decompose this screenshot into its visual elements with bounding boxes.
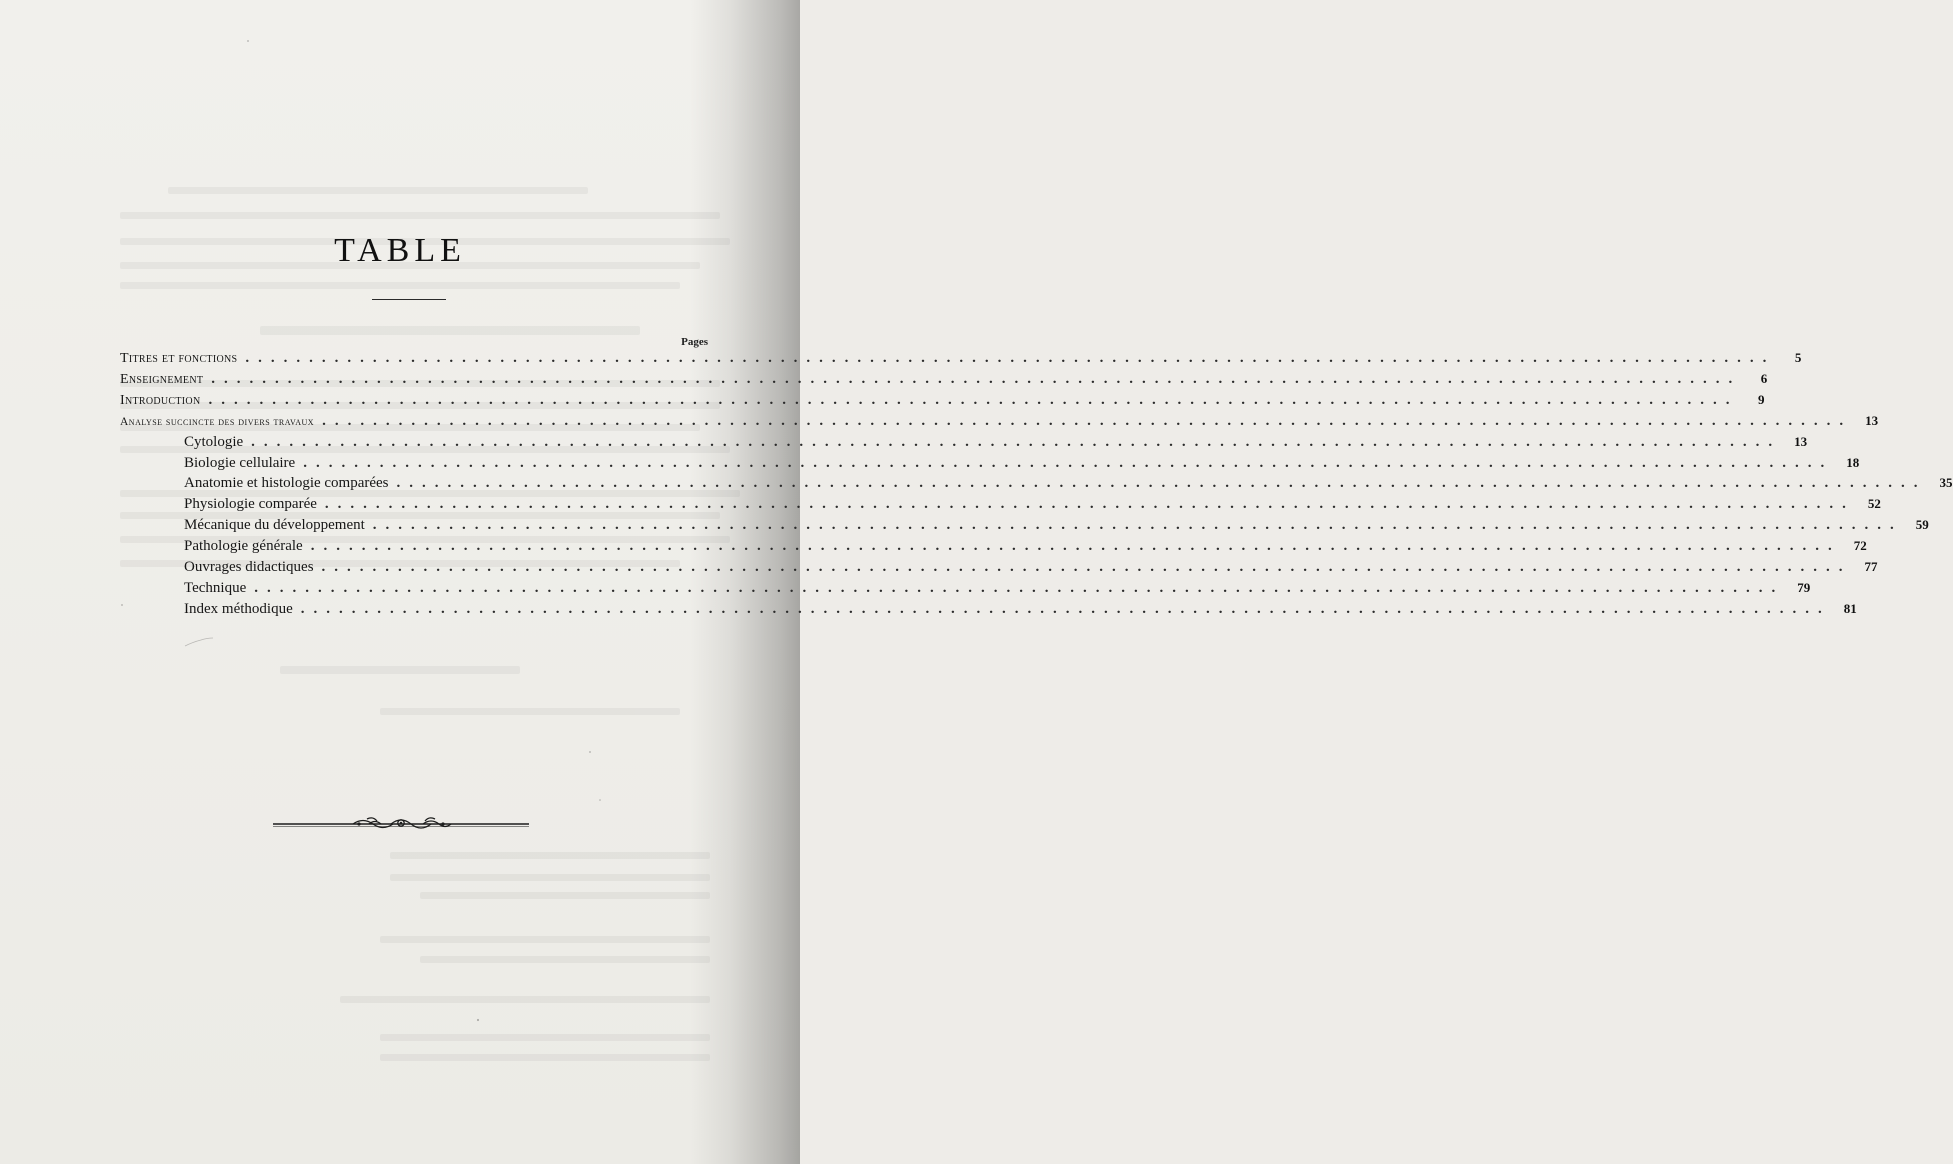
toc-entry — [184, 433, 1808, 454]
toc-entry-page: 77 — [1864, 559, 1878, 574]
dot-leader: ........................................................................................................................ — [300, 600, 1831, 617]
toc-entry — [184, 559, 1878, 579]
toc-entry-page: 13 — [1794, 433, 1808, 449]
toc-entry — [184, 475, 1953, 495]
toc-entry-label: Physiologie comparée — [184, 496, 317, 513]
toc-entry-page: 52 — [1867, 496, 1881, 512]
dot-leader: ........................................................................................................................ — [321, 559, 1852, 575]
dot-leader: ........................................................................................................................ — [251, 433, 1782, 450]
toc-entry-label: Titres et fonctions — [120, 351, 238, 366]
toc-entry-label: Pathologie générale — [184, 538, 303, 555]
toc-entry-label: Anatomie et histologie comparées — [184, 475, 389, 492]
toc-entry-page: 5 — [1794, 350, 1802, 365]
dot-leader: ........................................................................................................................ — [322, 412, 1853, 429]
toc-entry-label: Technique — [184, 579, 247, 596]
dot-leader: ........................................................................................................................ — [211, 370, 1742, 387]
dot-leader: ........................................................................................................................ — [208, 391, 1739, 408]
toc-entry-page: 81 — [1843, 600, 1857, 616]
toc-entry — [184, 454, 1860, 475]
toc-entry-page: 13 — [1865, 412, 1879, 428]
toc-entry-page: 59 — [1915, 517, 1929, 533]
dot-leader: ........................................................................................................................ — [372, 517, 1903, 534]
page-title: TABLE — [334, 232, 466, 269]
dot-leader: ........................................................................................................................ — [310, 538, 1841, 555]
toc-entry-label: Index méthodique — [184, 600, 293, 617]
toc-entry-page: 79 — [1797, 579, 1811, 595]
toc-entry — [120, 350, 1802, 370]
toc-entry — [184, 600, 1857, 621]
dot-leader: ........................................................................................................................ — [254, 579, 1785, 596]
pages-column-header: Pages — [681, 336, 708, 348]
toc-entry-page: 6 — [1760, 370, 1768, 386]
toc-entry — [120, 412, 1879, 433]
dot-leader: ........................................................................................................................ — [303, 454, 1834, 471]
toc-entry — [120, 370, 1768, 391]
toc-entry-label: Analyse succincte des divers travaux — [120, 415, 315, 428]
toc-entry-page: 18 — [1846, 454, 1860, 470]
ornamental-rule-icon — [273, 812, 529, 836]
toc-entry-label: Cytologie — [184, 433, 244, 450]
toc-entry-page: 72 — [1853, 538, 1867, 554]
dot-leader: ........................................................................................................................ — [245, 350, 1776, 366]
toc-entry-label: Introduction — [120, 392, 201, 408]
toc-entry — [184, 538, 1867, 558]
toc-entry — [120, 391, 1765, 412]
toc-entry-page: 9 — [1757, 391, 1765, 407]
toc-entry-label: Enseignement — [120, 371, 204, 387]
toc-entry — [184, 579, 1811, 600]
dot-leader: ........................................................................................................................ — [396, 475, 1927, 492]
toc-entry-label: Mécanique du développement — [184, 517, 365, 534]
toc-entry — [184, 496, 1881, 516]
toc-entry-page: 35 — [1939, 475, 1953, 491]
toc-entry-label: Ouvrages didactiques — [184, 559, 314, 575]
dot-leader: ........................................................................................................................ — [324, 496, 1855, 513]
toc-entry — [184, 517, 1929, 537]
toc-entry-label: Biologie cellulaire — [184, 454, 296, 471]
